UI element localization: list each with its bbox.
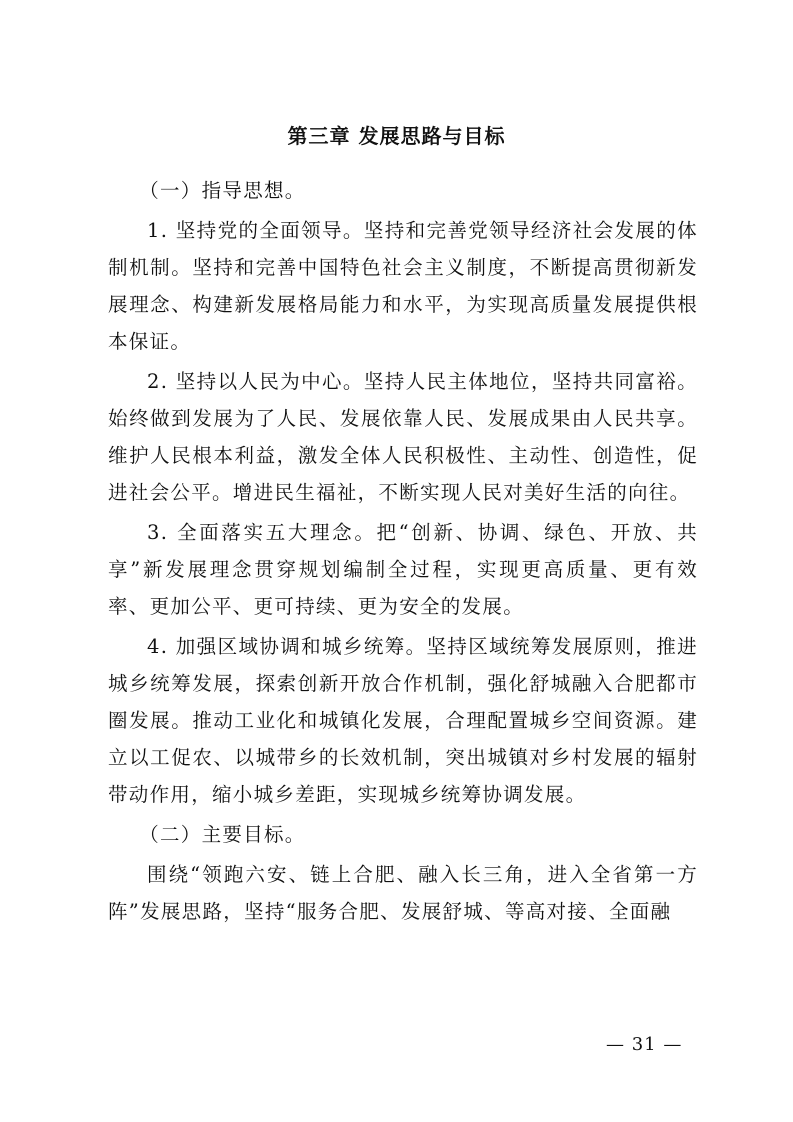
paragraph-people-centered: 2. 坚持以人民为中心。坚持人民主体地位，坚持共同富裕。始终做到发展为了人民、发展依靠人民、发展成果由人民共享。维护人民根本利益，激发全体人民积极性、主动性、创造性，促进社会公平。增进民生福祉，不断实现人民对美好生活的向往。 — [108, 370, 698, 504]
section-heading-guiding-ideology: （一）指导思想。 — [139, 179, 306, 202]
chapter-title: 第三章 发展思路与目标 — [287, 124, 506, 148]
body-text — [108, 172, 698, 933]
paragraph-regional-coordination: 4. 加强区域协调和城乡统筹。坚持区域统筹发展原则，推进城乡统筹发展，探索创新开放合作机制，强化舒城融入合肥都市圈发展。推动工业化和城镇化发展，合理配置城乡空间资源。建立以工促农、以城带乡的长效机制，突出城镇对乡村发展的辐射带动作用，缩小城乡差距，实现城乡统筹协调发展。 — [108, 635, 698, 806]
section-heading-main-goals: （二）主要目标。 — [139, 823, 306, 846]
paragraph-development-approach: 围绕“领跑六安、链上合肥、融入长三角，进入全省第一方阵”发展思路，坚持“服务合肥、发展舒城、等高对接、全面融 — [108, 863, 698, 923]
paragraph-party-leadership: 1. 坚持党的全面领导。坚持和完善党领导经济社会发展的体制机制。坚持和完善中国特色社会主义制度，不断提高贯彻新发展理念、构建新发展格局能力和水平，为实现高质量发展提供根本保证。 — [108, 219, 698, 353]
paragraph-five-concepts: 3. 全面落实五大理念。把“创新、协调、绿色、开放、共享”新发展理念贯穿规划编制全过程，实现更高质量、更有效率、更加公平、更可持续、更为安全的发展。 — [108, 521, 698, 618]
page-number: — 31 — — [606, 1034, 683, 1055]
